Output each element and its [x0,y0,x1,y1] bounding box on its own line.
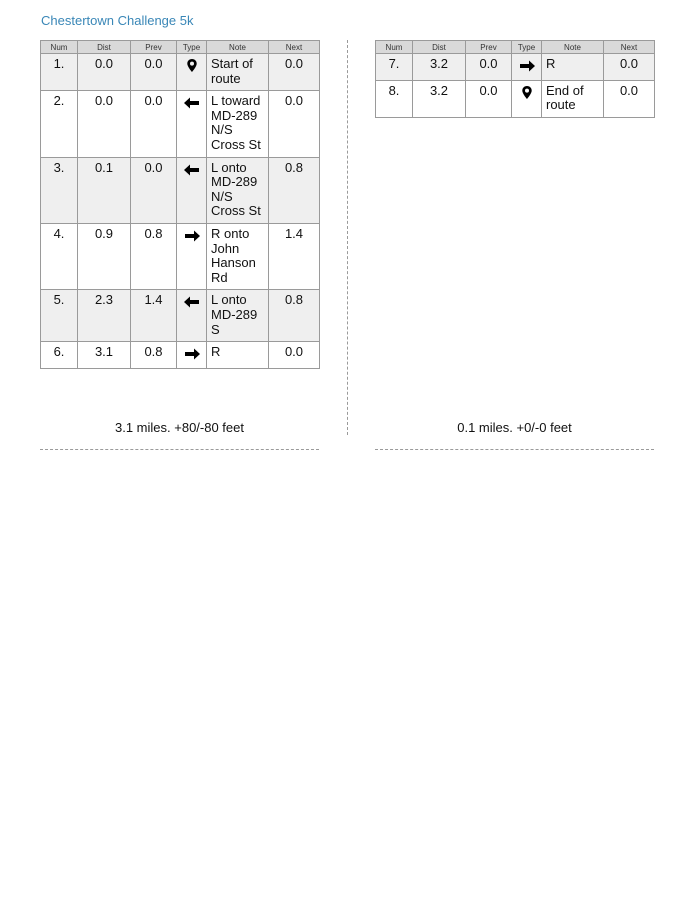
table-header-row [41,41,320,54]
header-type: Type [512,41,542,54]
cue-table-left [40,40,320,369]
cue-note: R [542,54,604,81]
header-dist: Dist [78,41,131,54]
cue-type [177,342,207,369]
header-num: Num [376,41,413,54]
cue-num: 6. [41,342,78,369]
table-row [41,91,320,157]
cue-type [177,91,207,157]
arrow-left-icon [184,97,200,112]
cue-note: R [207,342,269,369]
cue-prev: 0.0 [131,91,177,157]
table-row [41,157,320,223]
table-header-row [376,41,655,54]
header-note: Note [207,41,269,54]
cue-prev: 0.8 [131,342,177,369]
cue-dist: 0.0 [78,91,131,157]
header-num: Num [41,41,78,54]
header-prev: Prev [131,41,177,54]
cue-note: End of route [542,80,604,117]
document-title: Chestertown Challenge 5k [41,13,194,28]
cue-note: L toward MD-289 N/S Cross St [207,91,269,157]
cue-next: 0.8 [269,157,320,223]
cue-sheet-right [375,40,654,118]
cue-sheet-left [40,40,319,369]
cue-num: 5. [41,290,78,342]
header-note: Note [542,41,604,54]
cue-prev: 0.0 [466,80,512,117]
cue-dist: 0.0 [78,54,131,91]
cue-type [512,54,542,81]
header-dist: Dist [413,41,466,54]
cue-type [177,157,207,223]
table-row [376,80,655,117]
cue-type [177,223,207,289]
summary-left: 3.1 miles. +80/-80 feet [115,420,244,435]
cue-dist: 0.9 [78,223,131,289]
cue-next: 0.0 [269,91,320,157]
cue-type [177,54,207,91]
cue-note: L onto MD-289 S [207,290,269,342]
cue-note: R onto John Hanson Rd [207,223,269,289]
cue-num: 2. [41,91,78,157]
arrow-right-icon [184,348,200,363]
table-row [376,54,655,81]
cue-prev: 0.0 [466,54,512,81]
cue-num: 4. [41,223,78,289]
arrow-right-icon [519,60,535,75]
cue-dist: 3.1 [78,342,131,369]
cue-dist: 2.3 [78,290,131,342]
cue-next: 0.0 [604,54,655,81]
table-row [41,54,320,91]
cue-dist: 0.1 [78,157,131,223]
table-row [41,223,320,289]
cue-note: L onto MD-289 N/S Cross St [207,157,269,223]
cue-prev: 1.4 [131,290,177,342]
cue-num: 1. [41,54,78,91]
cue-next: 0.0 [269,54,320,91]
header-next: Next [269,41,320,54]
cue-next: 0.0 [604,80,655,117]
cue-table-right [375,40,655,118]
cue-prev: 0.0 [131,157,177,223]
cue-type [512,80,542,117]
cue-prev: 0.0 [131,54,177,91]
cue-next: 1.4 [269,223,320,289]
cue-next: 0.8 [269,290,320,342]
location-pin-icon [522,87,532,102]
arrow-left-icon [184,164,200,179]
cue-note: Start of route [207,54,269,91]
cue-num: 8. [376,80,413,117]
cue-type [177,290,207,342]
table-row [41,342,320,369]
arrow-right-icon [184,230,200,245]
location-pin-icon [187,60,197,75]
divider-left [40,449,319,450]
summary-right: 0.1 miles. +0/-0 feet [457,420,572,435]
cue-num: 3. [41,157,78,223]
header-type: Type [177,41,207,54]
arrow-left-icon [184,296,200,311]
cue-num: 7. [376,54,413,81]
cue-dist: 3.2 [413,80,466,117]
table-row [41,290,320,342]
cue-next: 0.0 [269,342,320,369]
header-prev: Prev [466,41,512,54]
cue-prev: 0.8 [131,223,177,289]
header-next: Next [604,41,655,54]
column-divider [347,40,348,435]
cue-dist: 3.2 [413,54,466,81]
divider-right [375,449,654,450]
